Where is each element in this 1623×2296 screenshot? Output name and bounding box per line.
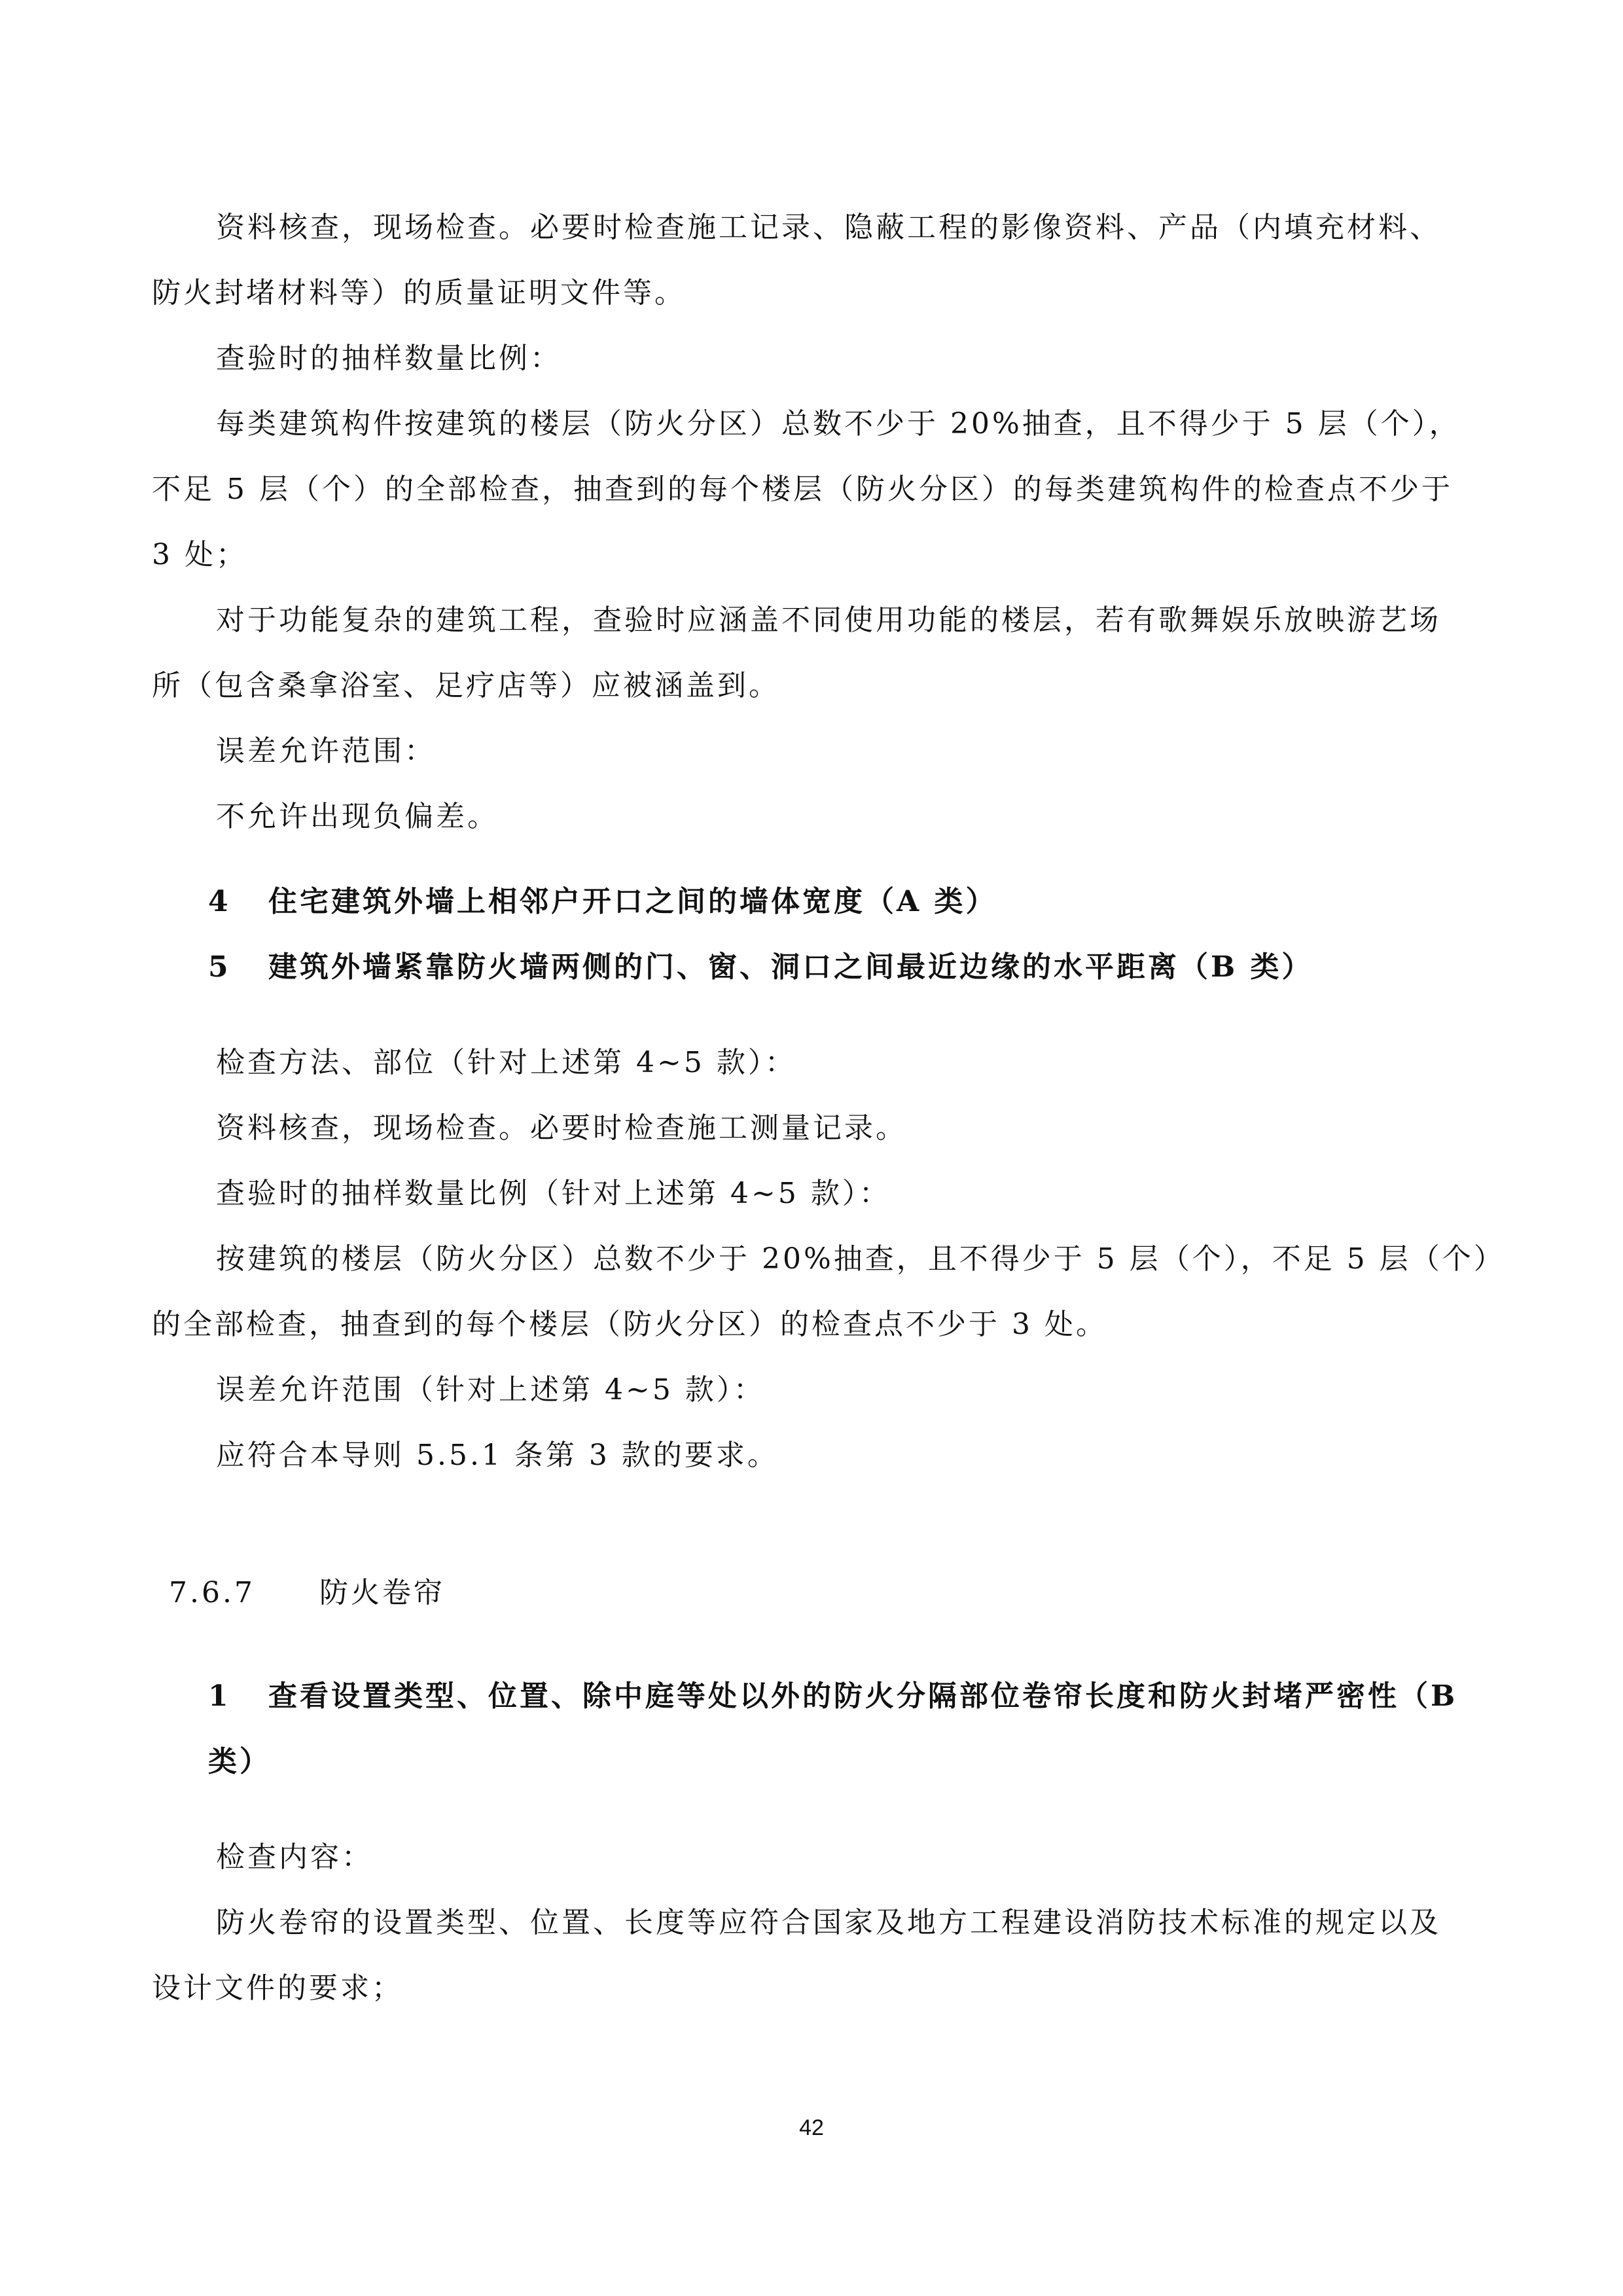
sampling-ratio-label: 查验时的抽样数量比例：	[216, 342, 562, 375]
section-title: 防火卷帘	[319, 1576, 445, 1609]
body-text-line: 按建筑的楼层（防火分区）总数不少于 20%抽查，且不得少于 5 层（个），不足 5 层（个）	[216, 1242, 1505, 1276]
section-number: 7.6.7	[169, 1576, 255, 1609]
body-text-line: 所（包含桑拿浴室、足疗店等）应被涵盖到。	[152, 669, 780, 702]
tolerance-value: 应符合本导则 5.5.1 条第 3 款的要求。	[216, 1439, 779, 1472]
tolerance-label: 误差允许范围（针对上述第 4~5 款）：	[216, 1373, 765, 1407]
item-number: 1	[208, 1679, 231, 1713]
section-heading	[169, 1573, 445, 1613]
inspection-method-value: 资料核查，现场检查。必要时检查施工测量记录。	[216, 1111, 907, 1145]
item-title: 建筑外墙紧靠防火墙两侧的门、窗、洞口之间最近边缘的水平距离（B 类）	[268, 950, 1313, 984]
sampling-ratio-label: 查验时的抽样数量比例（针对上述第 4~5 款）：	[216, 1177, 891, 1210]
body-text-line: 对于功能复杂的建筑工程，查验时应涵盖不同使用功能的楼层，若有歌舞娱乐放映游艺场	[216, 603, 1441, 637]
body-text-line: 防火卷帘的设置类型、位置、长度等应符合国家及地方工程建设消防技术标准的规定以及	[216, 1906, 1441, 1939]
item-title: 查看设置类型、位置、除中庭等处以外的防火分隔部位卷帘长度和防火封堵严密性（B	[268, 1679, 1458, 1713]
item-heading	[208, 882, 997, 922]
item-title-continued: 类）	[208, 1745, 271, 1778]
body-text-line: 3 处；	[152, 538, 247, 571]
item-heading	[208, 948, 1313, 987]
item-heading	[208, 1677, 1457, 1716]
page-number: 42	[799, 2115, 824, 2140]
item-number: 5	[208, 950, 231, 984]
body-text-line: 防火封堵材料等）的质量证明文件等。	[152, 276, 686, 310]
item-number: 4	[208, 885, 231, 918]
body-text-line: 不足 5 层（个）的全部检查，抽查到的每个楼层（防火分区）的每类建筑构件的检查点不少于	[152, 473, 1453, 506]
tolerance-value: 不允许出现负偏差。	[216, 800, 499, 833]
inspection-content-label: 检查内容：	[216, 1840, 373, 1874]
item-title: 住宅建筑外墙上相邻户开口之间的墙体宽度（A 类）	[268, 885, 997, 918]
body-text-line: 的全部检查，抽查到的每个楼层（防火分区）的检查点不少于 3 处。	[152, 1308, 1107, 1341]
tolerance-label: 误差允许范围：	[216, 734, 436, 768]
inspection-method-label: 检查方法、部位（针对上述第 4~5 款）：	[216, 1046, 796, 1079]
body-text-line: 设计文件的要求；	[152, 1971, 403, 2005]
body-text-line: 资料核查，现场检查。必要时检查施工记录、隐蔽工程的影像资料、产品（内填充材料、	[216, 211, 1441, 244]
body-text-line: 每类建筑构件按建筑的楼层（防火分区）总数不少于 20%抽查，且不得少于 5 层（个），	[216, 407, 1461, 440]
